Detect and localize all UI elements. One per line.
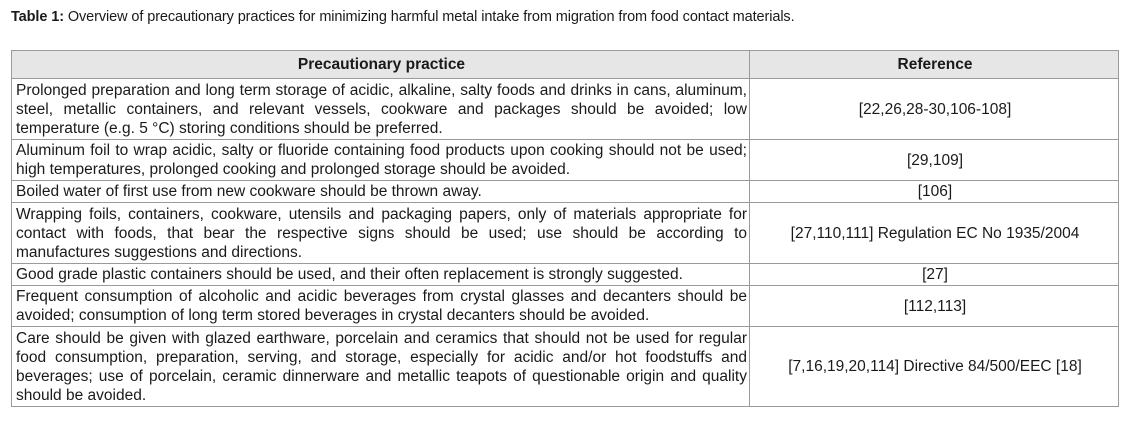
reference-cell: [22,26,28-30,106-108]: [750, 79, 1119, 140]
practice-cell: Boiled water of first use from new cookware should be thrown away.: [12, 181, 750, 203]
table-row: [12, 203, 1119, 264]
header-reference: Reference: [750, 51, 1119, 79]
practice-cell: Prolonged preparation and long term storage of acidic, alkaline, salty foods and drinks in cans, aluminum, steel, metallic containers, and relevant vessels, cookware and packages should be avoided; low temperature (e.g. 5 °C) storing conditions should be preferred.: [12, 79, 750, 140]
reference-cell: [112,113]: [750, 286, 1119, 327]
practice-cell: Aluminum foil to wrap acidic, salty or fluoride containing food products upon cooking should not be used; high temperatures, prolonged cooking and prolonged storage should be avoided.: [12, 140, 750, 181]
header-precautionary-practice: Precautionary practice: [12, 51, 750, 79]
table-row: [12, 79, 1119, 140]
table-row: [12, 140, 1119, 181]
table-caption: [11, 9, 795, 25]
precautionary-practices-table: [11, 50, 1119, 407]
practice-cell: Care should be given with glazed earthware, porcelain and ceramics that should not be used for regular food consumption, preparation, serving, and storage, especially for acidic and/or hot foodstuffs and beverages; use of porcelain, ceramic dinnerware and metallic teapots of questionable origin and quality should be avoided.: [12, 327, 750, 407]
table-row: [12, 286, 1119, 327]
table-row: [12, 181, 1119, 203]
reference-cell: [29,109]: [750, 140, 1119, 181]
table-caption-label: Table 1:: [11, 9, 64, 25]
reference-cell: [27]: [750, 264, 1119, 286]
table-caption-text: Overview of precautionary practices for minimizing harmful metal intake from migration from food contact materials.: [63, 9, 795, 25]
reference-cell: [27,110,111] Regulation EC No 1935/2004: [750, 203, 1119, 264]
table-row: [12, 264, 1119, 286]
table-row: [12, 327, 1119, 407]
table-header-row: [12, 51, 1119, 79]
reference-cell: [106]: [750, 181, 1119, 203]
practice-cell: Wrapping foils, containers, cookware, utensils and packaging papers, only of materials appropriate for contact with foods, that bear the respective signs should be used; use should be according to manufactures suggestions and directions.: [12, 203, 750, 264]
reference-cell: [7,16,19,20,114] Directive 84/500/EEC [18]: [750, 327, 1119, 407]
practice-cell: Good grade plastic containers should be used, and their often replacement is strongly suggested.: [12, 264, 750, 286]
practice-cell: Frequent consumption of alcoholic and acidic beverages from crystal glasses and decanters should be avoided; consumption of long term stored beverages in crystal decanters should be avoided.: [12, 286, 750, 327]
